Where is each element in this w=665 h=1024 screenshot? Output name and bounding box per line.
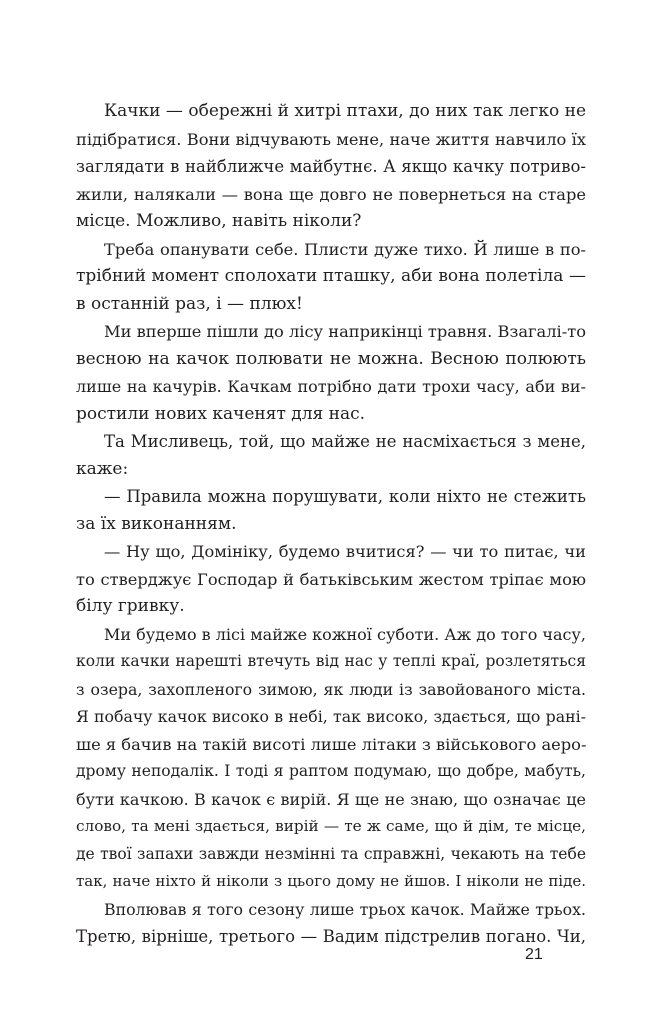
text-line: підібратися. Вони відчувають мене, наче життя навчило їх bbox=[76, 129, 586, 149]
text-line: лише на качурів. Качкам потрібно дати трохи часу, аби ви- bbox=[76, 377, 586, 396]
text-line: весною на качок полювати не можна. Весною полюють bbox=[76, 348, 586, 369]
text-line: трібний момент сполохати пташку, аби вона полетіла — bbox=[76, 266, 586, 286]
text-line: жили, налякали — вона ще довго не повернеться на старе bbox=[76, 184, 586, 204]
text-line: бути качкою. В качок є вирій. Я ще не знаю, що означає це bbox=[76, 789, 586, 809]
text-line: Я побачу качок високо в небі, так високо, здається, що рані- bbox=[76, 707, 586, 726]
text-line: дрому неподалік. І тоді я раптом подумаю, що добре, мабуть, bbox=[76, 762, 586, 780]
text-line: — Правила можна порушувати, коли ніхто не стежить bbox=[104, 487, 586, 506]
text-line: то стверджує Господар й батьківським жестом тріпає мою bbox=[76, 569, 586, 589]
text-line: так, наче ніхто й ніколи з цього дому не йшов. І ніколи не піде. bbox=[76, 872, 586, 890]
text-line: заглядати в найближче майбутнє. А якщо качку потриво- bbox=[76, 157, 586, 176]
text-line: Ми вперше пішли до лісу наприкінці травня. Взагалі-то bbox=[104, 322, 586, 341]
text-line: Та Мисливець, той, що майже не насміхається з мене, bbox=[104, 432, 586, 451]
text-line: ше я бачив на такій висоті лише літаки з військового аеро- bbox=[76, 734, 586, 754]
text-line: місце. Можливо, навіть ніколи? bbox=[76, 211, 362, 231]
body-text bbox=[76, 98, 586, 951]
text-line: де твої запахи завжди незмінні та справжні, чекають на тебе bbox=[76, 844, 586, 863]
text-line: каже: bbox=[76, 458, 129, 479]
text-line: за їх виконанням. bbox=[76, 513, 237, 534]
text-line: ростили нових каченят для нас. bbox=[76, 403, 366, 424]
text-line: Ми будемо в лісі майже кожної суботи. Аж до того часу, bbox=[104, 624, 586, 644]
text-line: Треба опанувати себе. Плисти дуже тихо. Й лише в по- bbox=[104, 239, 586, 259]
text-line: коли качки нарешті втечуть від нас у теплі краї, розлетяться bbox=[76, 652, 586, 670]
text-line: з озера, захопленого зимою, як люди із завойованого міста. bbox=[76, 679, 586, 699]
text-line: Качки — обережні й хитрі птахи, до них так легко не bbox=[104, 101, 586, 121]
text-line: Третю, вірніше, третього — Вадим підстрелив погано. Чи, bbox=[76, 927, 586, 946]
text-line: слово, та мені здається, вирій — те ж саме, що й дім, те місце, bbox=[76, 817, 586, 835]
text-line: в останній раз, і — плюх! bbox=[76, 293, 303, 314]
text-line: білу гривку. bbox=[76, 596, 185, 616]
text-line: — Ну що, Домініку, будемо вчитися? — чи то питає, чи bbox=[104, 542, 586, 561]
page-number: 21 bbox=[525, 946, 543, 963]
text-line: Вполював я того сезону лише трьох качок. Майже трьох. bbox=[104, 899, 586, 919]
